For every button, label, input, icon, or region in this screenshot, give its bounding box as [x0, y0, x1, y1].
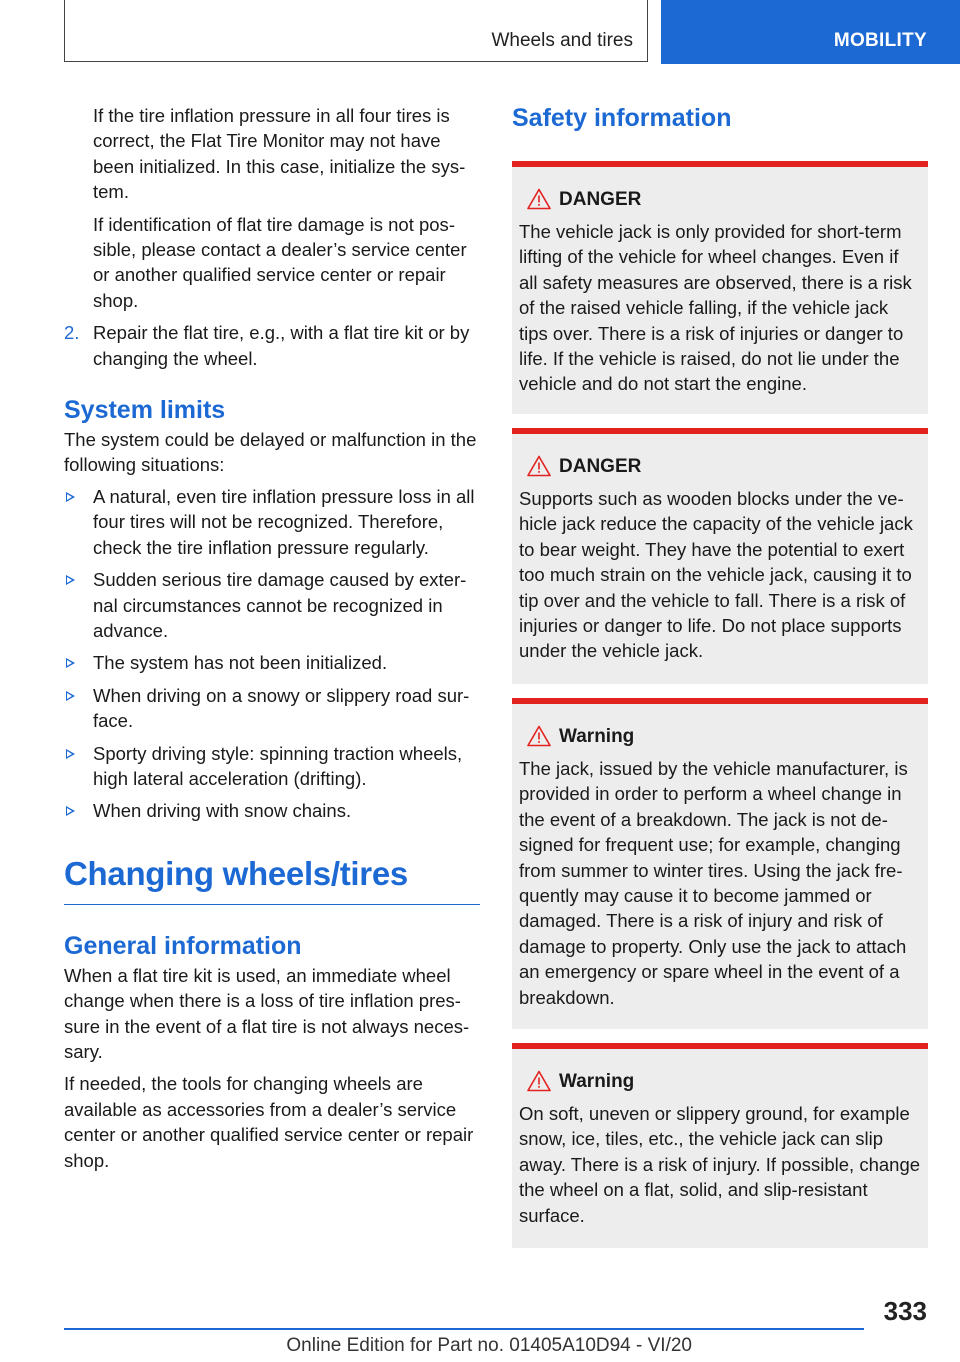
- paragraph: The system could be delayed or malfunction in the following situations:: [64, 429, 477, 476]
- box-text: The jack, issued by the vehicle manufacturer, is provided in order to perform a wheel change in the event of a breakdown. The jack is not designed for frequent use; for example, changing from summer to winter tires. Using the jack frequently may cause it to become jammed or damaged. There is a risk of injury and risk of damage to property. Only use the jack to attach an emergency or spare wheel in the event of a breakdown.: [519, 758, 908, 1008]
- box-title: Warning: [519, 1069, 922, 1095]
- box-text: Supports such as wooden blocks under the vehicle jack reduce the capacity of the vehicle jack to bear weight. They have the potential to exert too much strain on the vehicle jack, causing it to tip over and the vehicle to fall. There is a risk of injuries or danger to life. Do not place supports under the vehicle jack.: [519, 488, 913, 662]
- limits-list: [64, 484, 480, 824]
- warning-box: [512, 698, 928, 1029]
- warning-triangle-icon: [527, 455, 551, 477]
- section-heading: General information: [64, 931, 302, 960]
- box-text: The vehicle jack is only provided for short-term lifting of the vehicle for wheel changes. Even if all safety measures are observed, there is a risk of the raised vehicle falling, if the vehicle jack tips over. There is a risk of injuries or danger to life. If the vehicle is raised, do not lie under the vehicle and do not start the engine.: [519, 221, 912, 395]
- danger-box: [512, 161, 928, 414]
- list-item: Sudden serious tire damage caused by external circumstances cannot be recognized in advance.: [64, 567, 480, 643]
- section-heading: System limits: [64, 396, 226, 425]
- bullet-triangle-icon: [66, 691, 75, 701]
- box-title: DANGER: [519, 454, 922, 480]
- danger-box: [512, 428, 928, 684]
- footer-divider: [64, 1328, 864, 1330]
- box-title: DANGER: [519, 187, 922, 213]
- header-section-box: [64, 0, 648, 62]
- list-item: Sporty driving style: spinning traction wheels, high lateral acceleration (drifting).: [64, 741, 480, 792]
- bullet-triangle-icon: [66, 658, 75, 668]
- page-number: 333: [883, 1296, 927, 1326]
- warning-triangle-icon: [527, 188, 551, 210]
- chapter-heading: Changing wheels/tires: [64, 854, 480, 905]
- bullet-triangle-icon: [66, 575, 75, 585]
- warning-triangle-icon: [527, 1070, 551, 1092]
- numbered-step: [64, 320, 480, 371]
- header-chapter-tab[interactable]: [661, 0, 960, 64]
- step-number: 2.: [64, 322, 80, 344]
- list-item: When driving with snow chains.: [64, 798, 480, 823]
- warning-box: [512, 1043, 928, 1248]
- left-column: [64, 103, 480, 1173]
- list-item: The system has not been initialized.: [64, 650, 480, 675]
- paragraph: When a flat tire kit is used, an immediate wheel change when there is a loss of tire inflation pressure in the event of a flat tire is not always necessary.: [64, 964, 470, 1062]
- right-column: [512, 100, 928, 1248]
- header-section-title: Wheels and tires: [491, 30, 633, 51]
- footer-edition: Online Edition for Part no. 01405A10D94 - VI/20: [286, 1335, 692, 1356]
- list-item: A natural, even tire inflation pressure loss in all four tires will not be recognized. Therefore, check the tire inflation pressure regularly.: [64, 484, 480, 560]
- list-item: When driving on a snowy or slippery road surface.: [64, 683, 480, 734]
- paragraph: If needed, the tools for changing wheels are available as accessories from a dealer’s service center or another qualified service center or repair shop.: [64, 1073, 474, 1171]
- paragraph: If the tire inflation pressure in all four tires is correct, the Flat Tire Monitor may not have been initialized. In this case, initialize the system.: [93, 105, 466, 203]
- step-text: Repair the flat tire, e.g., with a flat tire kit or by changing the wheel.: [93, 322, 470, 369]
- bullet-triangle-icon: [66, 749, 75, 759]
- bullet-triangle-icon: [66, 492, 75, 502]
- box-text: On soft, uneven or slippery ground, for example snow, ice, tiles, etc., the vehicle jack can slip away. There is a risk of injury. If possible, change the wheel on a flat, solid, and slip-resistant surface.: [519, 1103, 921, 1226]
- section-heading: Safety information: [512, 104, 732, 132]
- bullet-triangle-icon: [66, 806, 75, 816]
- header-chapter-label: MOBILITY: [833, 30, 927, 51]
- warning-triangle-icon: [527, 725, 551, 747]
- paragraph: If identification of flat tire damage is not possible, please contact a dealer’s service center or another qualified service center or repair shop.: [93, 213, 467, 311]
- box-title: Warning: [519, 724, 922, 750]
